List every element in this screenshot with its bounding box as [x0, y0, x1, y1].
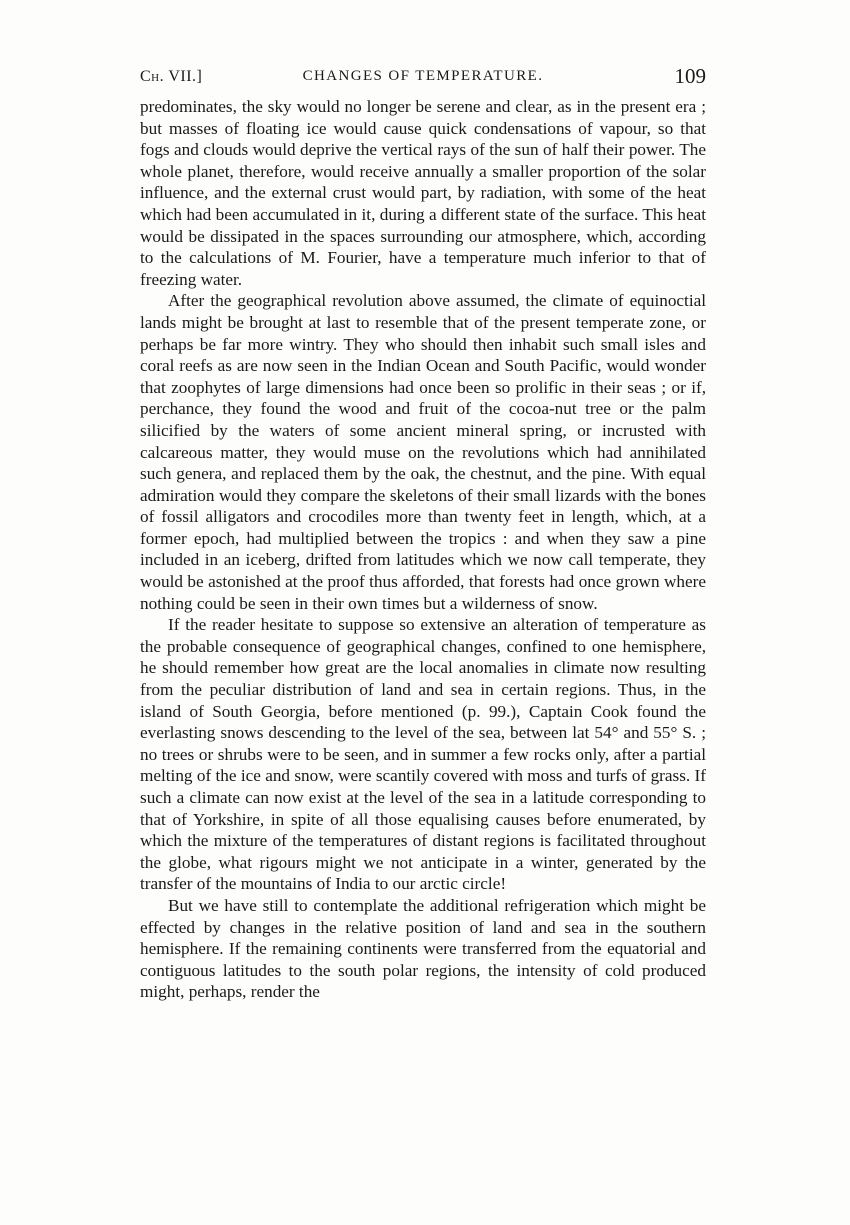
page-header [140, 64, 706, 90]
page-body [140, 96, 706, 1003]
paragraph: But we have still to contemplate the additional refrigeration which might be effected by changes in the relative position of land and sea in the southern hemisphere. If the remaining continents were transferred from the equatorial and contiguous latitudes to the south polar regions, the intensity of cold produced might, perhaps, render the [140, 895, 706, 1002]
running-head-chapter: Ch. VII.] [140, 68, 203, 85]
paragraph-continued: predominates, the sky would no longer be serene and clear, as in the present era ; but masses of floating ice would cause quick condensations of vapour, so that fogs and clouds would deprive the vertical rays of the sun of half their power. The whole planet, therefore, would receive annually a smaller proportion of the solar influence, and the external crust would part, by radiation, with some of the heat which had been accumulated in it, during a different state of the surface. This heat would be dissipated in the spaces surrounding our atmosphere, which, according to the calculations of M. Fourier, have a temperature much inferior to that of freezing water. [140, 97, 706, 289]
page-number: 109 [674, 64, 706, 88]
running-head-title: CHANGES OF TEMPERATURE. [302, 68, 544, 84]
paragraph: After the geographical revolution above assumed, the climate of equinoctial lands might be brought at last to resemble that of the present temperate zone, or perhaps be far more wintry. They who should then inhabit such small isles and coral reefs as are now seen in the Indian Ocean and South Pacific, would wonder that zoophytes of large dimensions had once been so prolific in their seas ; or if, perchance, they found the wood and fruit of the cocoa-nut tree or the palm silicified by the waters of some ancient mineral spring, or incrusted with calcareous matter, they would muse on the revolutions which had annihilated such genera, and replaced them by the oak, the chestnut, and the pine. With equal admiration would they compare the skeletons of their small lizards with the bones of fossil alligators and crocodiles more than twenty feet in length, which, at a former epoch, had multiplied between the tropics : and when they saw a pine included in an iceberg, drifted from latitudes which we now call temperate, they would be astonished at the proof thus afforded, that forests had once grown where nothing could be seen in their own times but a wilderness of snow. [140, 291, 706, 613]
paragraph: If the reader hesitate to suppose so extensive an alteration of temperature as the probable consequence of geographical changes, confined to one hemisphere, he should remember how great are the local anomalies in climate now resulting from the peculiar distribution of land and sea in certain regions. Thus, in the island of South Georgia, before mentioned (p. 99.), Captain Cook found the everlasting snows descending to the level of the sea, between lat 54° and 55° S. ; no trees or shrubs were to be seen, and in summer a few rocks only, after a partial melting of the ice and snow, were scantily covered with moss and turfs of grass. If such a climate can now exist at the level of the sea in a latitude corresponding to that of Yorkshire, in spite of all those equalising causes before enumerated, by which the mixture of the temperatures of distant regions is facilitated throughout the globe, what rigours might we not anticipate in a winter, generated by the transfer of the mountains of India to our arctic circle! [140, 615, 706, 894]
